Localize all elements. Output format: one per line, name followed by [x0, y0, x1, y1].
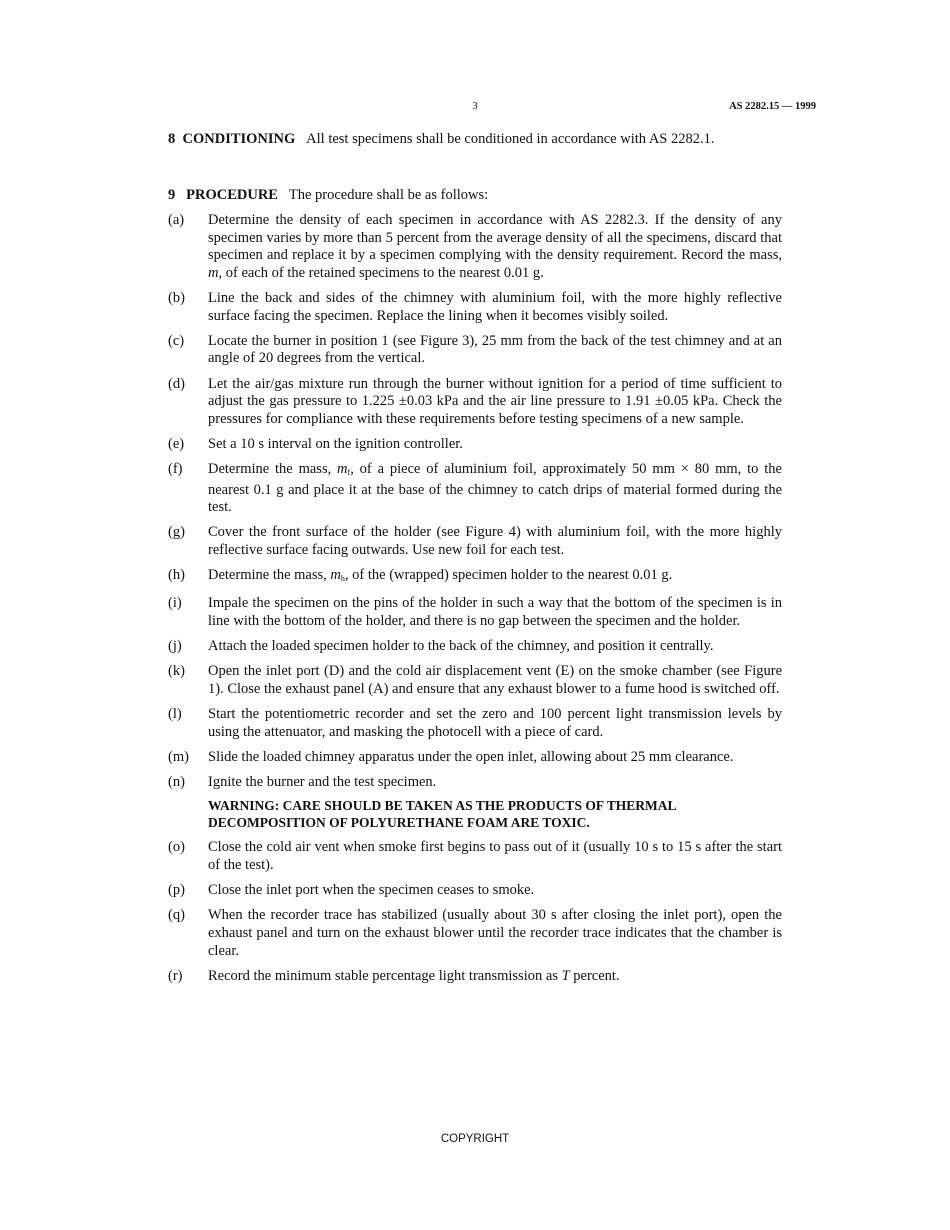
item-label: (q) — [168, 907, 185, 924]
item-text: Start the potentiometric recorder and set the zero and 100 percent light transmission levels by using the attenuator, and masking the photocell with a piece of card. — [208, 706, 782, 740]
clause-8 — [168, 130, 782, 148]
item-text: Open the inlet port (D) and the cold air displacement vent (E) on the smoke chamber (see Figure 1). Close the exhaust panel (A) and ensure that any exhaust blower to a fume hood is switched off. — [208, 663, 782, 697]
item-label: (k) — [168, 663, 185, 680]
item-label: (f) — [168, 461, 183, 478]
list-item — [168, 524, 782, 559]
item-text: When the recorder trace has stabilized (usually about 30 s after closing the inlet port), open the exhaust panel and turn on the exhaust blower until the recorder trace indicates that the chamber is clear. — [208, 907, 782, 959]
clause-8-text: All test specimens shall be conditioned in accordance with AS 2282.1. — [306, 131, 715, 147]
item-text: Impale the specimen on the pins of the holder in such a way that the bottom of the specimen is in line with the bottom of the holder, and there is no gap between the specimen and the holder. — [208, 595, 782, 630]
clause-9 — [168, 186, 782, 204]
clause-9-number: 9 — [168, 187, 176, 203]
page-number: 3 — [472, 101, 478, 112]
item-label: (j) — [168, 638, 182, 655]
item-label: (c) — [168, 332, 185, 349]
clause-8-title: CONDITIONING — [182, 131, 296, 147]
item-text: Set a 10 s interval on the ignition controller. — [208, 435, 463, 452]
item-label: (p) — [168, 882, 185, 899]
list-item — [168, 290, 782, 325]
item-text: Ignite the burner and the test specimen. — [208, 774, 437, 791]
list-item: (r) Record the minimum stable percentage light transmission as T percent. — [168, 967, 620, 984]
clause-9-title: PROCEDURE — [186, 187, 278, 203]
item-text: Line the back and sides of the chimney with aluminium foil, with the more highly reflective surface facing the specimen. Replace the lining when it becomes visibly soiled. — [208, 289, 782, 324]
standard-reference: AS 2282.15 — 1999 — [729, 101, 816, 112]
list-item — [168, 839, 782, 874]
warning-note: WARNING: CARE SHOULD BE TAKEN AS THE PRODUCTS OF THERMAL DECOMPOSITION OF POLYURETHANE FOAM ARE TOXIC. — [208, 798, 676, 830]
item-text: Cover the front surface of the holder (see Figure 4) with aluminium foil, with the more highly reflective surface facing outwards. Use new foil for each test. — [208, 524, 782, 559]
list-item: (a) Determine the density of each specimen in accordance with AS 2282.3. If the density of any specimen varies by more than 5 percent from the average density of all the specimens, discard that specimen and replace it by a specimen complying with the density requirement. Record the mass, m, of each of the retained specimens to the nearest 0.01 g. — [168, 212, 782, 281]
list-item — [168, 706, 782, 741]
item-label: (n) — [168, 774, 185, 791]
list-item — [168, 749, 782, 767]
item-label: (e) — [168, 435, 185, 452]
list-item — [168, 638, 782, 656]
item-text: Let the air/gas mixture run through the burner without ignition for a period of time sufficient to adjust the gas pressure to 1.225 ±0.03 kPa and the air line pressure to 1.91 ±0.05 kPa. Check the pressures for compliance with these requirements before testing specimens of a new sample. — [208, 375, 782, 427]
item-label: (b) — [168, 289, 185, 306]
list-item — [168, 663, 782, 698]
item-label: (o) — [168, 839, 185, 856]
item-label: (a) — [168, 212, 185, 228]
item-text: Close the cold air vent when smoke first begins to pass out of it (usually 10 s to 15 s after the start of the test). — [208, 839, 782, 873]
list-item — [168, 907, 782, 960]
procedure-list — [168, 212, 782, 993]
clause-8-number: 8 — [168, 131, 176, 147]
item-label: (i) — [168, 595, 182, 612]
clause-9-intro: The procedure shall be as follows: — [288, 187, 489, 203]
item-label: (l) — [168, 706, 182, 723]
item-text: Locate the burner in position 1 (see Figure 3), 25 mm from the back of the test chimney and at an angle of 20 degrees from the vertical. — [208, 332, 782, 367]
list-item — [168, 436, 782, 454]
list-item — [168, 774, 782, 792]
item-label: (d) — [168, 375, 185, 392]
item-text: Close the inlet port when the specimen ceases to smoke. — [208, 882, 535, 899]
list-item — [168, 595, 782, 630]
list-item — [168, 882, 782, 900]
item-text: Attach the loaded specimen holder to the back of the chimney, and position it centrally. — [208, 638, 714, 655]
item-label: (m) — [168, 748, 189, 765]
list-item: (f) Determine the mass, $m_f$, of a piece of aluminium foil, approximately 50 mm × 80 mm, to the nearest 0.1 g and place it at the base of the chimney to catch drips of material formed during the test. — [168, 461, 782, 516]
copyright-footer: COPYRIGHT — [440, 1133, 510, 1145]
list-item — [168, 333, 782, 368]
list-item — [168, 376, 782, 429]
item-label: (g) — [168, 524, 185, 541]
item-label: (r) — [168, 967, 183, 984]
list-item: (h) Determine the mass, $m_h$, of the (wrapped) specimen holder to the nearest 0.01 g. — [168, 567, 782, 588]
item-label: (h) — [168, 567, 185, 584]
item-text: Slide the loaded chimney apparatus under the open inlet, allowing about 25 mm clearance. — [208, 748, 734, 765]
